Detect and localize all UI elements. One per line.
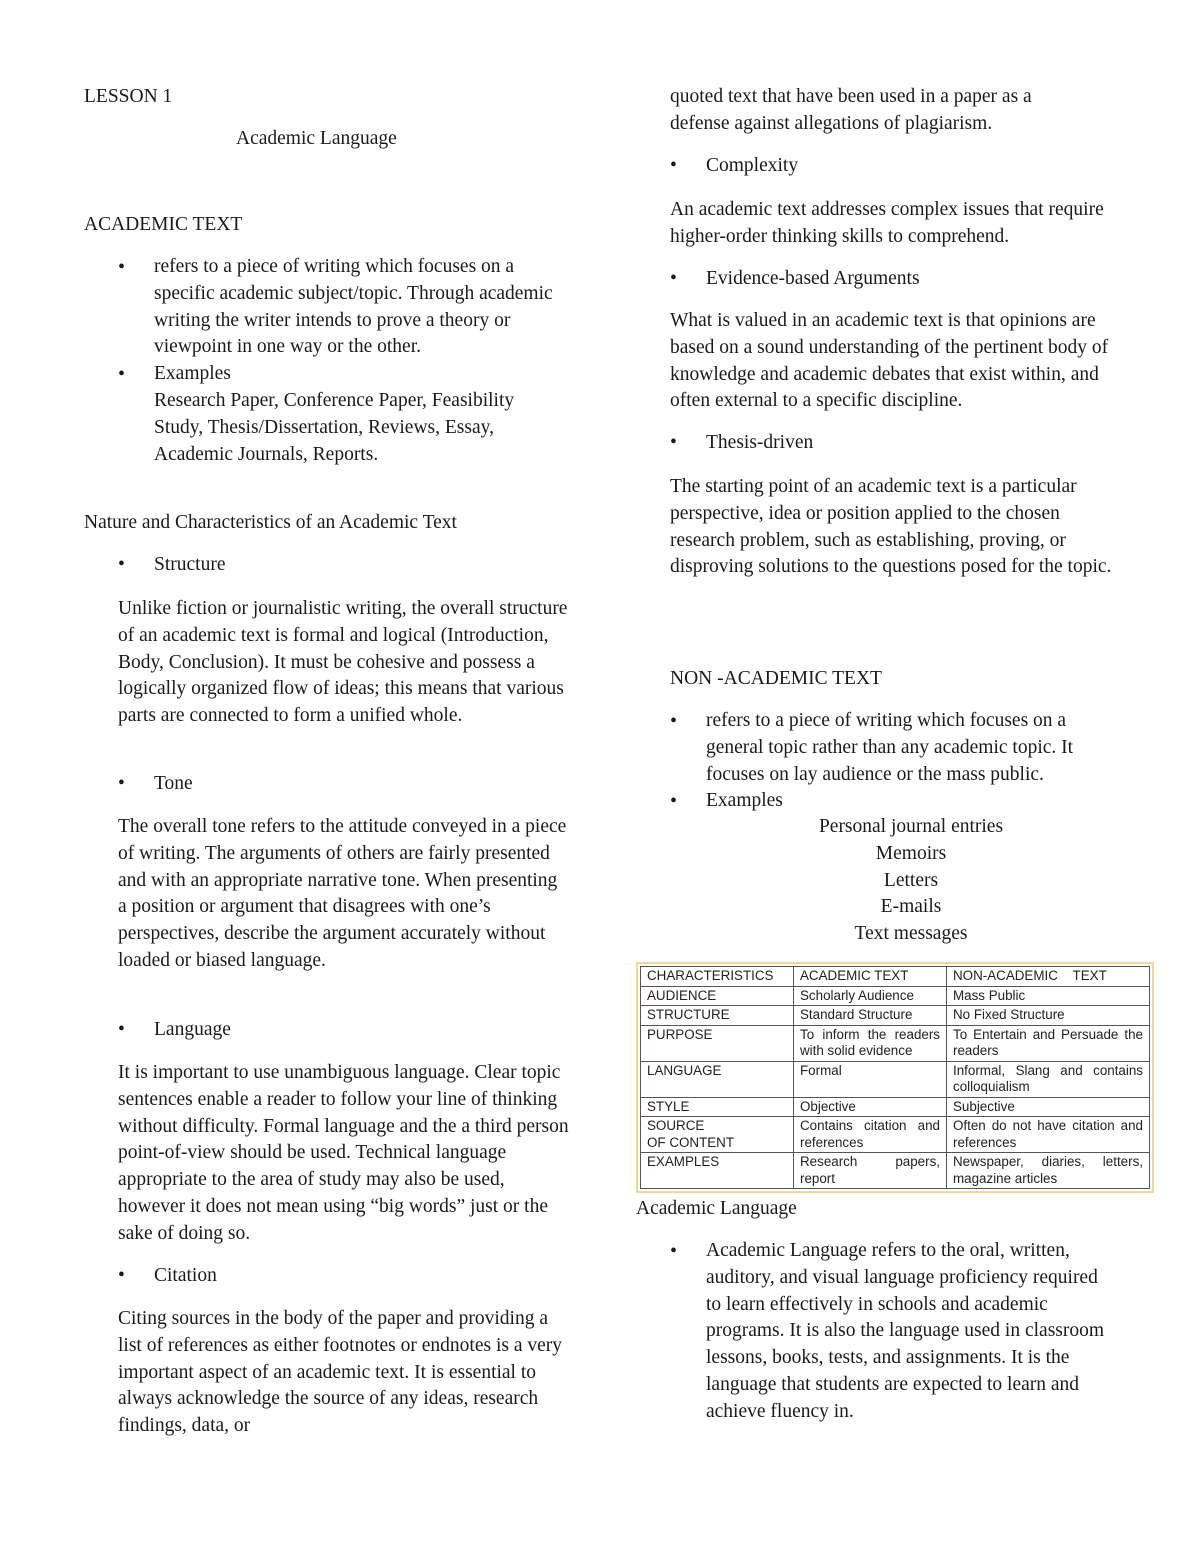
example-item: Text messages — [854, 923, 968, 945]
lesson-label: LESSON 1 — [84, 86, 173, 107]
page-subtitle: Academic Language — [236, 128, 397, 149]
table-header-cell: CHARACTERISTICS — [641, 967, 794, 987]
table-cell: Research papers, report — [794, 1153, 947, 1189]
tone-label: • Tone — [118, 771, 193, 798]
table-header-cell: NON-ACADEMIC TEXT — [947, 967, 1150, 987]
structure-label: • Structure — [118, 552, 225, 579]
example-item: E-mails — [880, 896, 942, 918]
academic-language-heading: Academic Language — [636, 1198, 797, 1219]
table-cell: To Entertain and Persuade the readers — [947, 1025, 1150, 1061]
table-cell: STRUCTURE — [641, 1006, 794, 1026]
table-row — [641, 1153, 1150, 1189]
table-cell: Subjective — [947, 1097, 1150, 1117]
example-item: Memoirs — [875, 842, 947, 864]
list-item: • Examples — [670, 788, 1110, 815]
table-cell: Objective — [794, 1097, 947, 1117]
academic-text-heading: ACADEMIC TEXT — [84, 214, 243, 235]
table-cell: Scholarly Audience — [794, 986, 947, 1006]
nature-heading: Nature and Characteristics of an Academic Text — [84, 512, 457, 533]
table-row — [641, 1025, 1150, 1061]
example-item: Letters — [883, 869, 939, 891]
thesis-text: The starting point of an academic text is a particular perspective, idea or position applied to the chosen research problem, such as establishing, proving, or disproving solutions to the questions posed for the topic. — [670, 476, 1112, 578]
citation-label: • Citation — [118, 1263, 217, 1290]
non-academic-examples — [636, 814, 1186, 948]
table-cell: STYLE — [641, 1097, 794, 1117]
language-text: It is important to use unambiguous language. Clear topic sentences enable a reader to follow your line of thinking without difficulty. Formal language and the a third person point-of-view should be used. Technical language appropriate to the area of study may also be used, however it does not mean using “big words” just or the sake of doing so. — [118, 1062, 569, 1244]
table-header-row — [641, 967, 1150, 987]
thesis-label: • Thesis-driven — [670, 430, 813, 457]
list-item: • refers to a piece of writing which focuses on a specific academic subject/topic. Through academic writing the writer intends to prove a theory or viewpoint in one way or the other. — [118, 254, 558, 361]
list-item: • Academic Language refers to the oral, written, auditory, and visual language proficiency required to learn effectively in schools and academic programs. It is also the language used in classroom lessons, books, tests, and assignments. It is the language that students are expected to learn and achieve fluency in. — [670, 1238, 1116, 1426]
evidence-text: What is valued in an academic text is that opinions are based on a sound understanding of the pertinent body of knowledge and academic debates that exist within, and often external to a specific discipline. — [670, 310, 1109, 412]
table-row — [641, 1117, 1150, 1153]
table-row — [641, 986, 1150, 1006]
structure-text: Unlike fiction or journalistic writing, the overall structure of an academic text is formal and logical (Introduction, Body, Conclusion). It must be cohesive and possess a logically organized flow of ideas; this means that various parts are connected to form a unified whole. — [118, 598, 568, 727]
table-cell: Mass Public — [947, 986, 1150, 1006]
table-cell: EXAMPLES — [641, 1153, 794, 1189]
complexity-text: An academic text addresses complex issues that require higher-order thinking skills to comprehend. — [670, 199, 1104, 247]
list-item: • refers to a piece of writing which focuses on a general topic rather than any academic topic. It focuses on lay audience or the mass public. — [670, 708, 1110, 788]
table-cell: Newspaper, diaries, letters, magazine articles — [947, 1153, 1150, 1189]
table-header-cell: ACADEMIC TEXT — [794, 967, 947, 987]
language-label: • Language — [118, 1017, 231, 1044]
table-cell: Formal — [794, 1061, 947, 1097]
table-cell: AUDIENCE — [641, 986, 794, 1006]
characteristics-table — [640, 966, 1150, 1189]
examples-label: Examples — [154, 363, 231, 385]
example-item: Personal journal entries — [818, 816, 1004, 837]
continuation-text: quoted text that have been used in a paper as a defense against allegations of plagiarism. — [670, 86, 1032, 134]
table-row — [641, 1006, 1150, 1026]
table-cell: Informal, Slang and contains colloquialism — [947, 1061, 1150, 1097]
table-cell: SOURCE OF CONTENT — [641, 1117, 794, 1153]
characteristics-table-frame — [636, 962, 1154, 1193]
academic-language-bullets — [670, 1238, 1116, 1426]
tone-text: The overall tone refers to the attitude conveyed in a piece of writing. The arguments of others are fairly presented and with an appropriate narrative tone. When presenting a position or argument that disagrees with one’s perspectives, describe the argument accurately without loaded or biased language. — [118, 816, 567, 971]
list-item — [118, 361, 558, 468]
table-row — [641, 1097, 1150, 1117]
table-cell: Often do not have citation and references — [947, 1117, 1150, 1153]
table-cell: Standard Structure — [794, 1006, 947, 1026]
evidence-label: • Evidence-based Arguments — [670, 266, 920, 293]
non-academic-bullets — [670, 708, 1110, 815]
table-row — [641, 1061, 1150, 1097]
table-cell: To inform the readers with solid evidence — [794, 1025, 947, 1061]
table-cell: PURPOSE — [641, 1025, 794, 1061]
examples-text: Research Paper, Conference Paper, Feasibility Study, Thesis/Dissertation, Reviews, Essay, Academic Journals, Reports. — [154, 389, 515, 465]
table-cell: LANGUAGE — [641, 1061, 794, 1097]
academic-text-bullets — [118, 254, 558, 468]
table-cell: Contains citation and references — [794, 1117, 947, 1153]
table-cell: No Fixed Structure — [947, 1006, 1150, 1026]
citation-text: Citing sources in the body of the paper and providing a list of references as either footnotes or endnotes is a very important aspect of an academic text. It is essential to always acknowledge the source of any ideas, research findings, data, or — [118, 1308, 563, 1437]
non-academic-heading: NON -ACADEMIC TEXT — [670, 668, 882, 689]
complexity-label: • Complexity — [670, 153, 798, 180]
